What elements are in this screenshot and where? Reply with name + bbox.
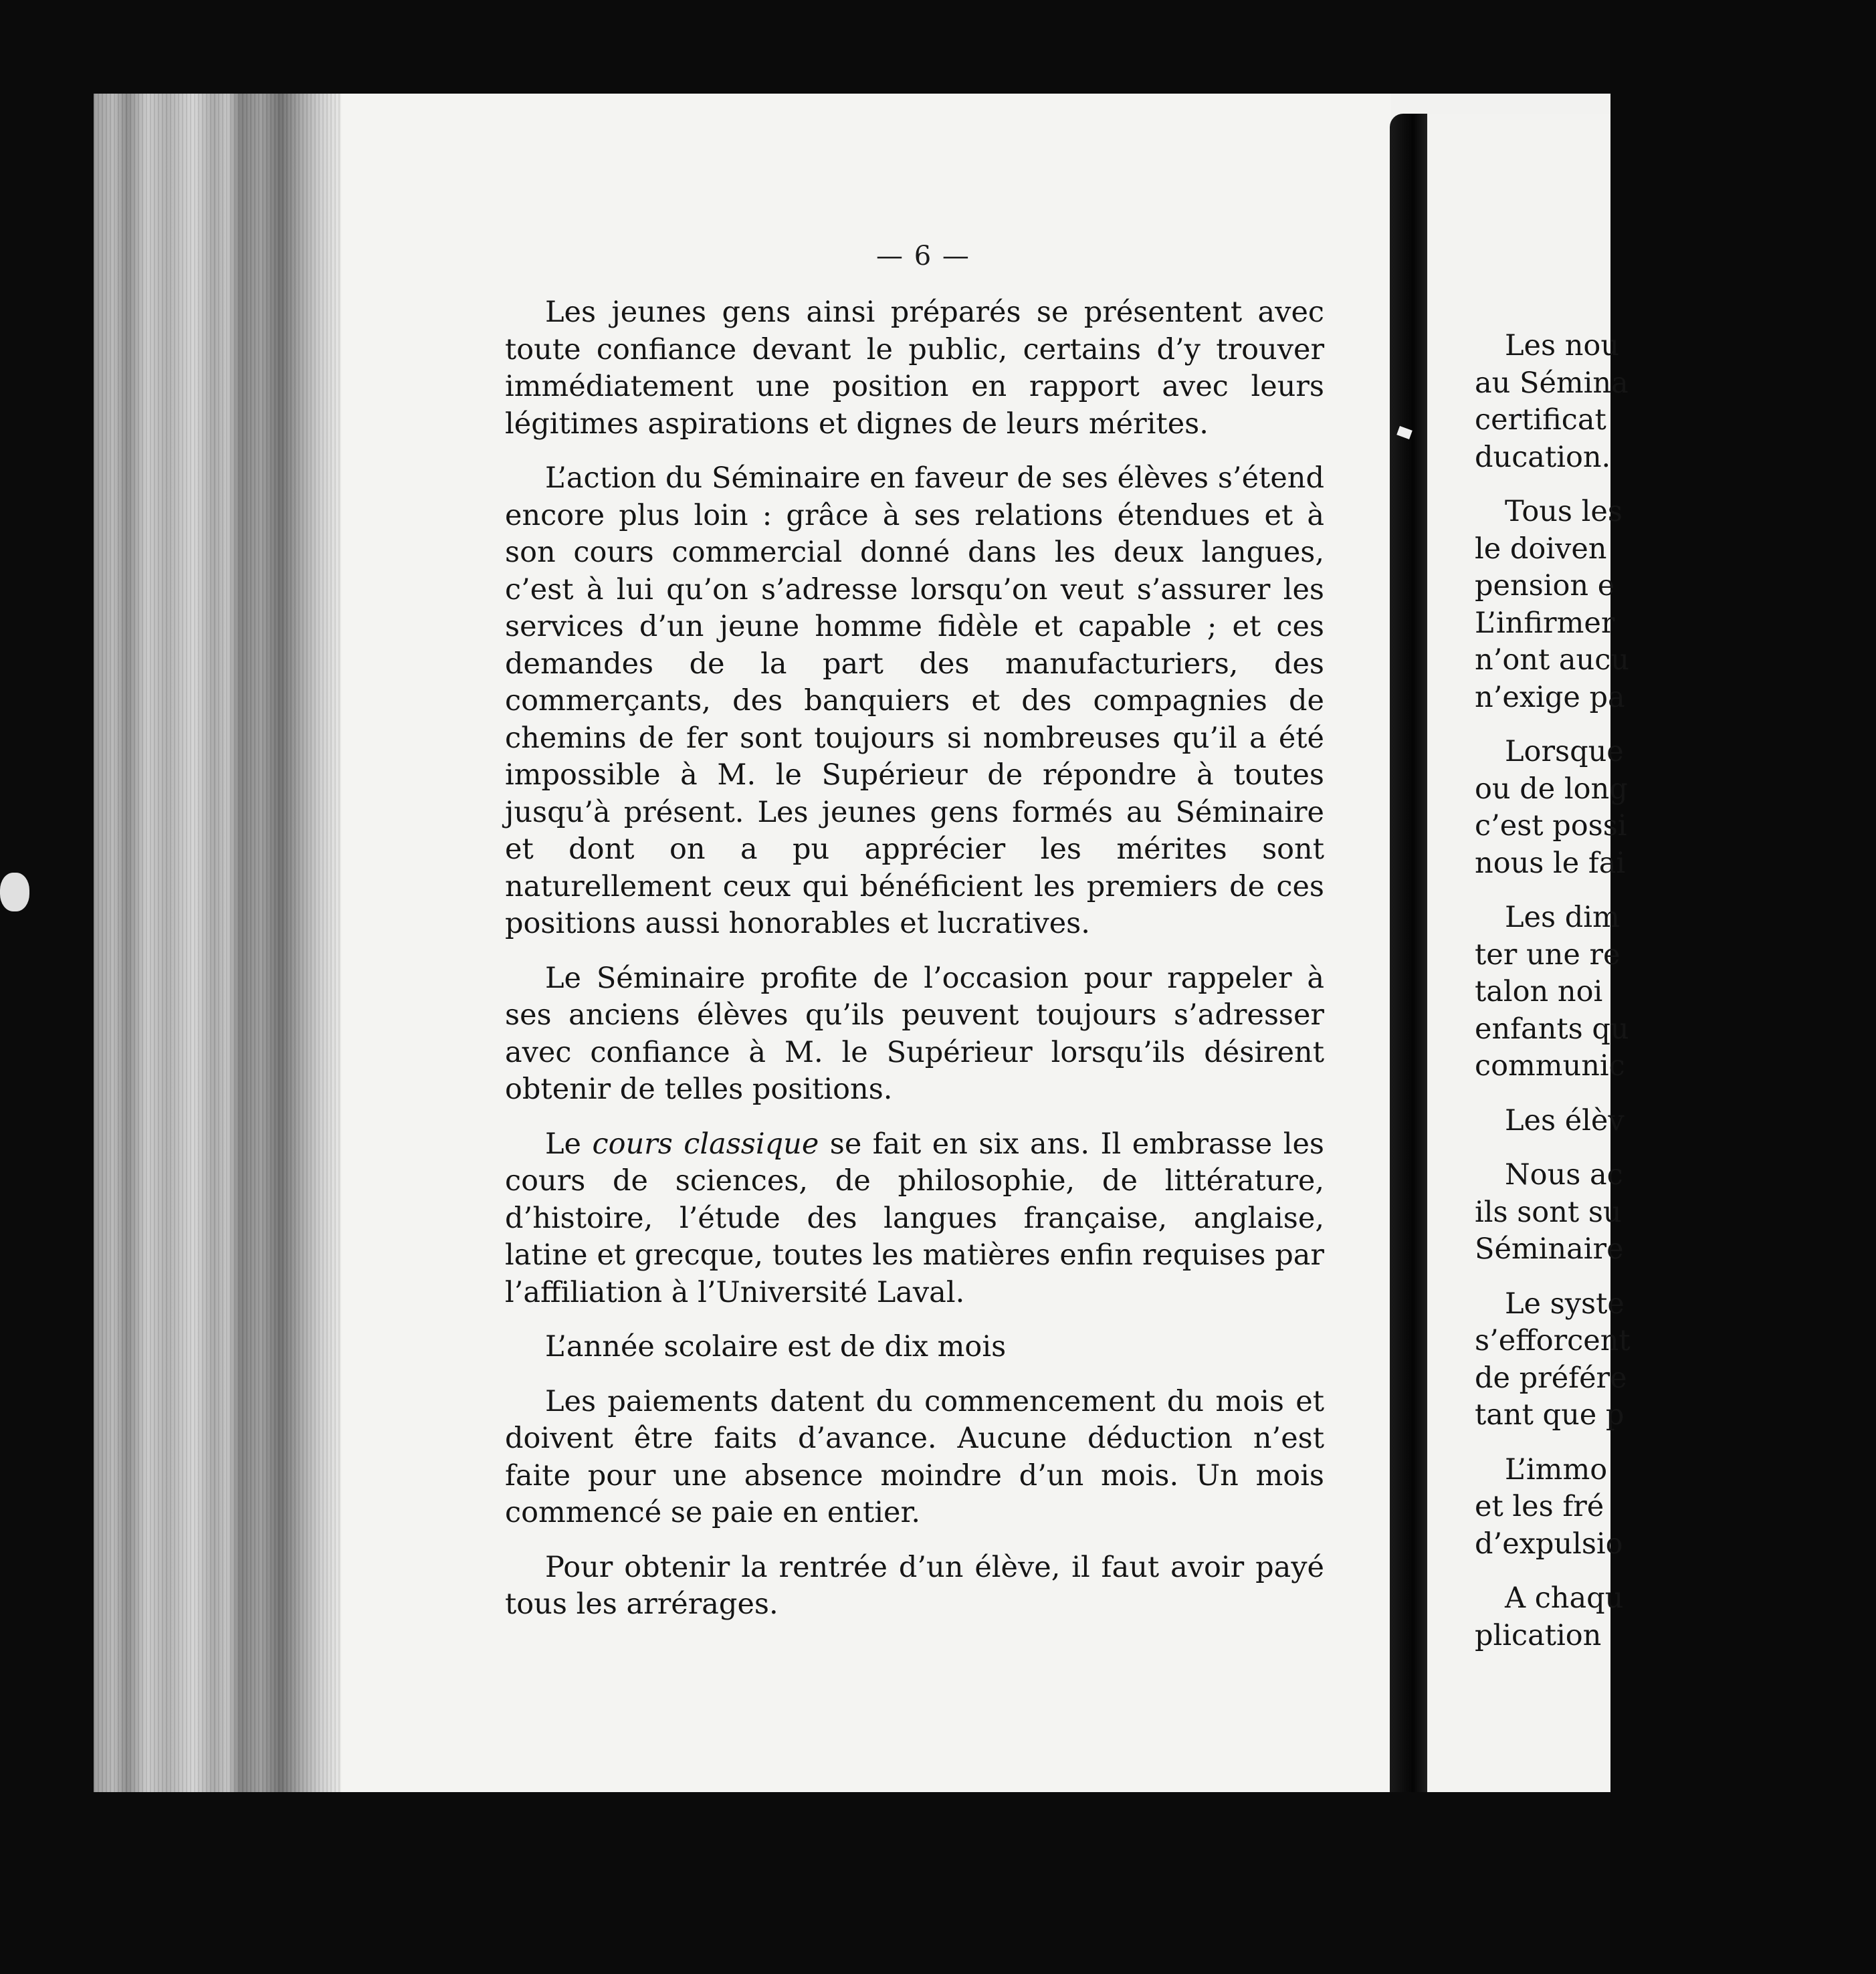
right-page-line: Les élèv — [1505, 1103, 1625, 1137]
page-edges — [94, 94, 341, 1792]
right-paragraph — [1475, 1103, 1876, 1140]
film-bottom — [0, 1792, 1610, 1974]
right-page-line: Le syste — [1505, 1287, 1625, 1321]
right-paragraph — [1475, 1157, 1876, 1269]
right-page-line: ducation. — [1475, 440, 1611, 474]
right-page-line: Séminaire — [1475, 1232, 1624, 1266]
right-page-line: plication — [1475, 1618, 1602, 1652]
paragraph-7: Pour obtenir la rentrée d’un élève, il faut avoir payé tous les arrérages. — [505, 1550, 1324, 1621]
right-page-text — [1475, 328, 1876, 1672]
right-page-line: ils sont su — [1475, 1195, 1622, 1229]
right-page-line: d’expulsio — [1475, 1527, 1623, 1561]
right-page-line: communic — [1475, 1049, 1625, 1083]
right-page-line: c’est possi — [1475, 809, 1627, 843]
paragraph-1: Les jeunes gens ainsi préparés se présentent avec toute confiance devant le public, certains d’y trouver immédiatement une position en rapport avec leurs légitimes aspirations et dignes de leurs mérites. — [505, 296, 1324, 441]
right-page-line: pension e — [1475, 569, 1615, 602]
right-page-line: le doiven — [1475, 532, 1607, 566]
right-page-line: au Sémina — [1475, 366, 1629, 400]
right-page-line: de préfére — [1475, 1361, 1627, 1395]
paragraph-3: Le Séminaire profite de l’occasion pour rappeler à ses anciens élèves qu’ils peuvent toujours s’adresser avec confiance à M. le Supérieur lorsqu’ils désirent obtenir de telles positions. — [505, 961, 1324, 1106]
page-number: — 6 — — [876, 241, 970, 271]
right-page-line: Nous ac — [1505, 1158, 1623, 1192]
paragraph-5: L’année scolaire est de dix mois — [545, 1330, 1007, 1363]
right-page-line: Lorsque — [1505, 735, 1624, 768]
scan-blemish — [0, 873, 29, 911]
paragraph-4-italic: cours classique — [592, 1127, 819, 1161]
right-page-line: enfants qu — [1475, 1012, 1629, 1046]
right-page-line: ter une re — [1475, 938, 1621, 972]
right-paragraph — [1475, 494, 1876, 716]
right-page-line: Les nou — [1505, 329, 1620, 362]
right-page-line: ou de long — [1475, 772, 1628, 806]
paragraph-4 — [505, 1126, 1324, 1312]
paragraph-2: L’action du Séminaire en faveur de ses élèves s’étend encore plus loin : grâce à ses relations étendues et à son cours commercial donné dans les deux langues, c’est à lui qu’on s’adresse lorsqu’on veut s’assurer les services d’un jeune homme fidèle et capable ; et ces demandes de la part des manufacturiers, des commerçants, des banquiers et des compagnies de chemins de fer sont toujours si nombreuses qu’il a été impossible à M. le Supérieur de répondre à toutes jusqu’à présent. Les jeunes gens formés au Séminaire et dont on a pu apprécier les mérites sont naturellement ceux qui bénéficient les premiers de ces positions aussi honorables et lucratives. — [505, 461, 1324, 940]
right-page-line: s’efforcent — [1475, 1324, 1631, 1357]
right-paragraph — [1475, 328, 1876, 476]
right-page-line: certificat — [1475, 403, 1606, 437]
paragraph-4-start: Le — [545, 1127, 593, 1161]
right-paragraph — [1475, 734, 1876, 882]
right-page-line: L’infirmer — [1475, 606, 1615, 640]
right-page-line: Les dim — [1505, 901, 1620, 934]
right-page-line: nous le fai — [1475, 846, 1626, 880]
right-page-line: talon noi — [1475, 975, 1603, 1008]
page-body — [505, 294, 1324, 1641]
right-page-line: tant que p — [1475, 1398, 1625, 1432]
book-gutter — [1390, 114, 1429, 1812]
right-paragraph — [1475, 899, 1876, 1085]
right-page-line: n’ont aucu — [1475, 643, 1629, 677]
right-page-line: et les fré — [1475, 1490, 1604, 1523]
right-page-line: A chaqu — [1505, 1581, 1624, 1615]
paragraph-6: Les paiements datent du commencement du mois et doivent être faits d’avance. Aucune déduction n’est faite pour une absence moindre d’un mois. Un mois commencé se paie en entier. — [505, 1384, 1324, 1529]
right-paragraph — [1475, 1580, 1876, 1654]
right-paragraph — [1475, 1286, 1876, 1434]
paragraph-4-end: se fait en six ans. Il embrasse les cours de sciences, de philosophie, de littérature, d’histoire, l’étude des langues française, anglaise, latine et grecque, toutes les matières enfin requises par l’affiliation à l’Université Laval. — [505, 1127, 1325, 1309]
right-paragraph — [1475, 1452, 1876, 1563]
right-page-line: Tous les — [1505, 495, 1623, 528]
right-page-line: n’exige pa — [1475, 680, 1625, 714]
right-page-line: L’immo — [1505, 1452, 1608, 1487]
